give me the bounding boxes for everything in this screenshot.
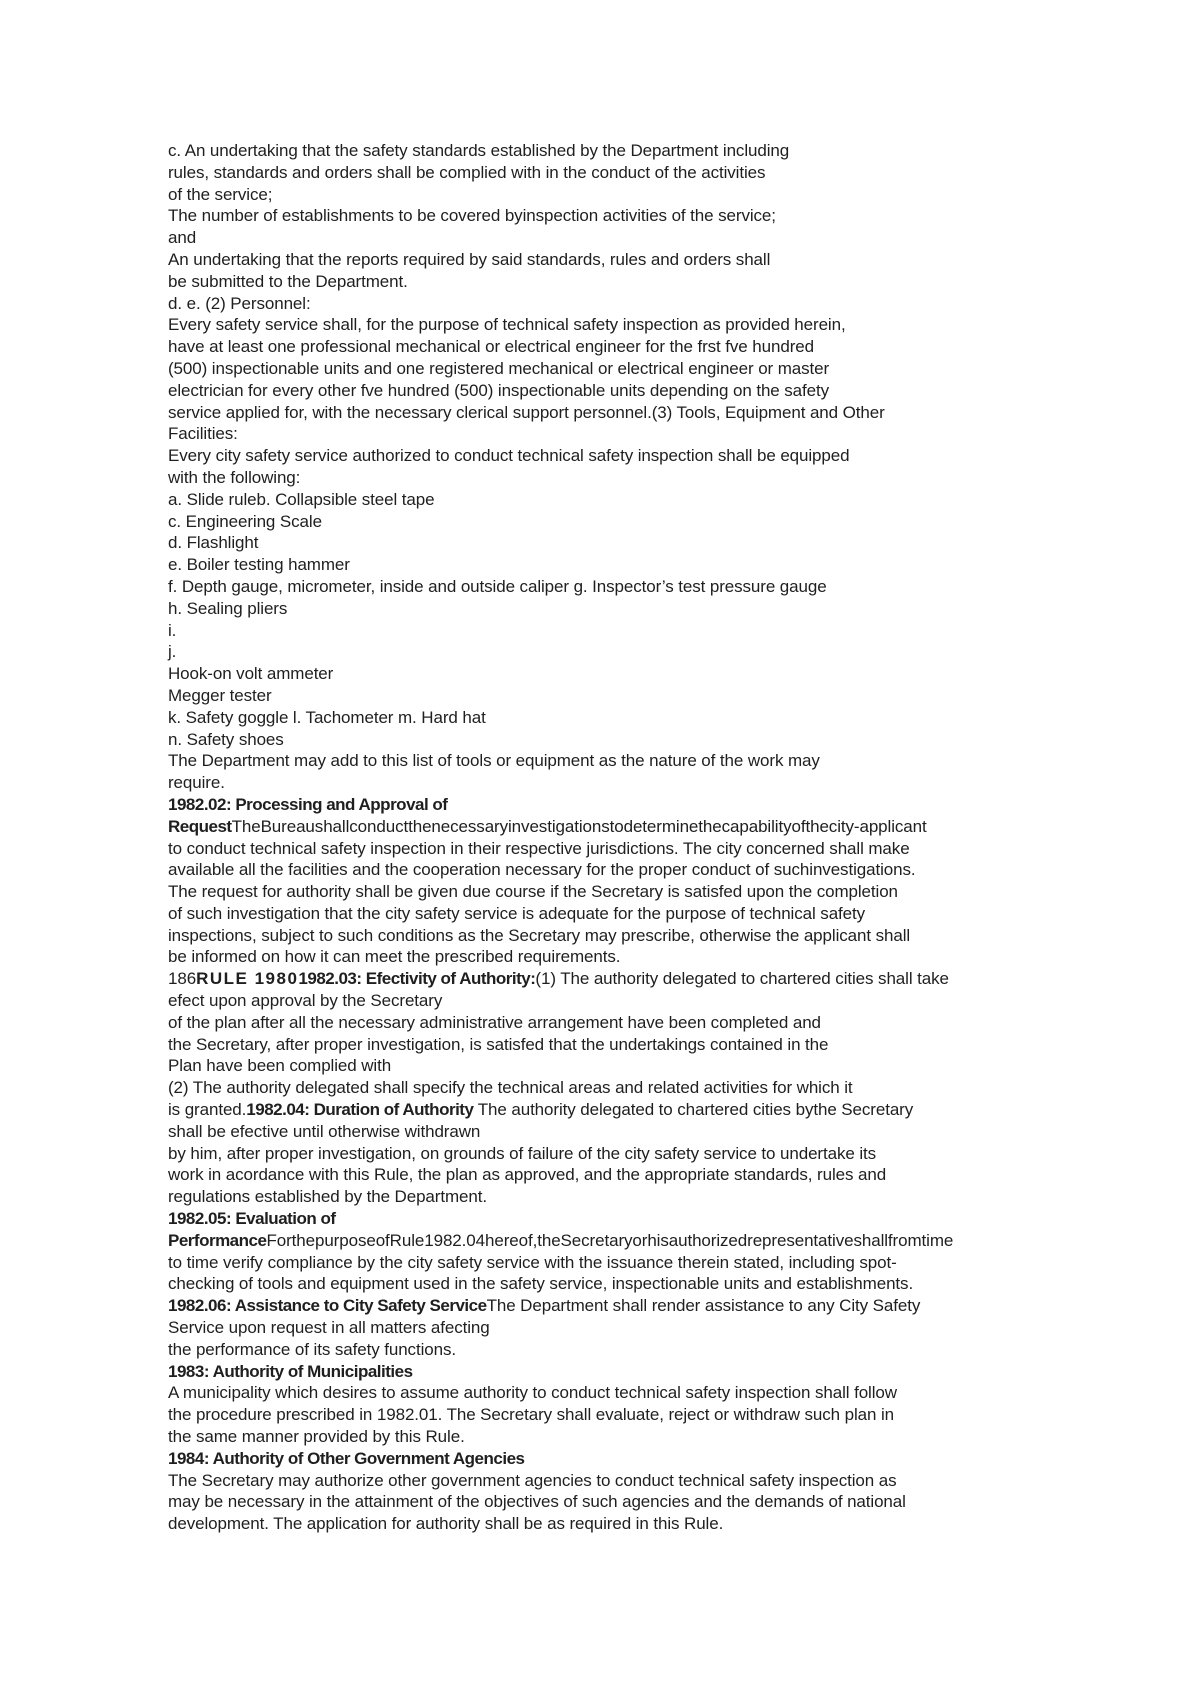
text-line — [168, 946, 1058, 968]
text-line — [168, 467, 1058, 489]
text-line — [168, 402, 1058, 424]
heading-text: 1982.03: Efectivity of Authority: — [298, 969, 536, 989]
body-text: to conduct technical safety inspection in their respective jurisdictions. The city concerned shall make — [168, 838, 910, 858]
text-line — [168, 358, 1058, 380]
body-text: TheBureaushallconductthenecessaryinvestigationstodeterminethecapabilityofthecity-applicant — [231, 816, 927, 836]
text-line — [168, 423, 1058, 445]
text-line — [168, 990, 1058, 1012]
body-text: Every safety service shall, for the purpose of technical safety inspection as provided herein, — [168, 315, 846, 335]
body-text: service applied for, with the necessary clerical support personnel.(3) Tools, Equipment and Other — [168, 402, 885, 422]
body-text: (1) The authority delegated to chartered cities shall take — [535, 969, 949, 989]
text-line — [168, 1077, 1058, 1099]
text-line — [168, 1382, 1058, 1404]
body-text: regulations established by the Department. — [168, 1187, 487, 1207]
body-text: (2) The authority delegated shall specify the technical areas and related activities for which it — [168, 1078, 853, 1098]
text-line — [168, 532, 1058, 554]
body-text: inspections, subject to such conditions as the Secretary may prescribe, otherwise the applicant shall — [168, 925, 911, 945]
heading-text: 1983: Authority of Municipalities — [168, 1361, 413, 1381]
body-text: the same manner provided by this Rule. — [168, 1427, 465, 1447]
text-line — [168, 227, 1058, 249]
text-line — [168, 903, 1058, 925]
text-line — [168, 1491, 1058, 1513]
text-line — [168, 838, 1058, 860]
heading-text: 1982.06: Assistance to City Safety Service — [168, 1296, 487, 1316]
text-line — [168, 750, 1058, 772]
body-text: development. The application for authority shall be as required in this Rule. — [168, 1514, 724, 1534]
text-line — [168, 336, 1058, 358]
body-text: The number of establishments to be covered byinspection activities of the service; — [168, 206, 776, 226]
text-line — [168, 1186, 1058, 1208]
body-text: work in acordance with this Rule, the plan as approved, and the appropriate standards, rules and — [168, 1165, 887, 1185]
body-text: of the service; — [168, 184, 273, 204]
body-text: 186 — [168, 969, 197, 989]
heading-text: 1982.02: Processing and Approval of — [168, 794, 448, 814]
body-text: j. — [168, 642, 177, 662]
body-text: have at least one professional mechanical or electrical engineer for the frst fve hundred — [168, 337, 814, 357]
document-body — [168, 140, 1058, 1535]
body-text: to time verify compliance by the city safety service with the issuance therein stated, including spot- — [168, 1252, 897, 1272]
body-text: d. Flashlight — [168, 533, 259, 553]
text-line — [168, 1426, 1058, 1448]
text-line — [168, 772, 1058, 794]
body-text: be submitted to the Department. — [168, 271, 408, 291]
text-line — [168, 685, 1058, 707]
text-line — [168, 293, 1058, 315]
text-line — [168, 1273, 1058, 1295]
body-text: the Secretary, after proper investigation, is satisfed that the undertakings contained in the — [168, 1034, 829, 1054]
text-line — [168, 1012, 1058, 1034]
text-line — [168, 1252, 1058, 1274]
body-text: the performance of its safety functions. — [168, 1339, 456, 1359]
text-line — [168, 881, 1058, 903]
body-text: the procedure prescribed in 1982.01. The Secretary shall evaluate, reject or withdraw such plan in — [168, 1405, 895, 1425]
text-line — [168, 511, 1058, 533]
text-line — [168, 816, 1058, 838]
heading-text: 1982.05: Evaluation of — [168, 1209, 336, 1229]
body-text: Megger tester — [168, 685, 272, 705]
text-line — [168, 1055, 1058, 1077]
body-text: Hook-on volt ammeter — [168, 664, 334, 684]
text-line — [168, 1099, 1058, 1121]
text-line — [168, 162, 1058, 184]
body-text: The Department may add to this list of tools or equipment as the nature of the work may — [168, 751, 820, 771]
text-line — [168, 1339, 1058, 1361]
text-line — [168, 729, 1058, 751]
text-line — [168, 1208, 1058, 1230]
body-text: k. Safety goggle l. Tachometer m. Hard hat — [168, 707, 486, 727]
body-text: d. e. (2) Personnel: — [168, 293, 311, 313]
text-line — [168, 380, 1058, 402]
text-line — [168, 140, 1058, 162]
text-line — [168, 271, 1058, 293]
text-line — [168, 707, 1058, 729]
heading-text: 1984: Authority of Other Government Agencies — [168, 1448, 525, 1468]
text-line — [168, 663, 1058, 685]
heading-text: 1982.04: Duration of Authority — [246, 1100, 474, 1120]
text-line — [168, 598, 1058, 620]
body-text: e. Boiler testing hammer — [168, 555, 350, 575]
text-line — [168, 489, 1058, 511]
body-text: i. — [168, 620, 177, 640]
text-line — [168, 1295, 1058, 1317]
body-text: The authority delegated to chartered cities bythe Secretary — [473, 1100, 914, 1120]
body-text: The Department shall render assistance to any City Safety — [486, 1296, 921, 1316]
text-line — [168, 1121, 1058, 1143]
body-text: of such investigation that the city safety service is adequate for the purpose of technical safety — [168, 903, 866, 923]
text-line — [168, 1470, 1058, 1492]
body-text: Plan have been complied with — [168, 1056, 392, 1076]
body-text: n. Safety shoes — [168, 729, 284, 749]
body-text: (500) inspectionable units and one registered mechanical or electrical engineer or master — [168, 358, 830, 378]
body-text: be informed on how it can meet the prescribed requirements. — [168, 947, 621, 967]
body-text: efect upon approval by the Secretary — [168, 991, 443, 1011]
text-line — [168, 249, 1058, 271]
text-line — [168, 1404, 1058, 1426]
text-line — [168, 620, 1058, 642]
body-text: Facilities: — [168, 424, 238, 444]
text-line — [168, 794, 1058, 816]
body-text: f. Depth gauge, micrometer, inside and outside caliper g. Inspector’s test pressure gauge — [168, 576, 827, 596]
text-line — [168, 1230, 1058, 1252]
body-text: The Secretary may authorize other government agencies to conduct technical safety inspection as — [168, 1470, 897, 1490]
body-text: An undertaking that the reports required by said standards, rules and orders shall — [168, 249, 771, 269]
body-text: by him, after proper investigation, on grounds of failure of the city safety service to undertake its — [168, 1143, 877, 1163]
body-text: a. Slide ruleb. Collapsible steel tape — [168, 489, 435, 509]
text-line — [168, 1164, 1058, 1186]
body-text: of the plan after all the necessary administrative arrangement have been completed and — [168, 1012, 821, 1032]
heading-text: Request — [168, 816, 232, 836]
text-line — [168, 184, 1058, 206]
body-text: shall be efective until otherwise withdrawn — [168, 1121, 481, 1141]
body-text: A municipality which desires to assume authority to conduct technical safety inspection shall follow — [168, 1383, 897, 1403]
text-line — [168, 1448, 1058, 1470]
body-text: Every city safety service authorized to conduct technical safety inspection shall be equipped — [168, 446, 850, 466]
body-text: electrician for every other fve hundred (500) inspectionable units depending on the safety — [168, 380, 830, 400]
text-line — [168, 968, 1058, 990]
text-line — [168, 554, 1058, 576]
text-line — [168, 576, 1058, 598]
body-text: h. Sealing pliers — [168, 598, 288, 618]
body-text: is granted. — [168, 1100, 247, 1120]
body-text: Service upon request in all matters afecting — [168, 1318, 490, 1338]
text-line — [168, 314, 1058, 336]
body-text: rules, standards and orders shall be complied with in the conduct of the activities — [168, 162, 766, 182]
body-text: ForthepurposeofRule1982.04hereof,theSecretaryorhisauthorizedrepresentativeshallfromtime — [266, 1230, 954, 1250]
body-text: and — [168, 228, 197, 248]
text-line — [168, 859, 1058, 881]
body-text: require. — [168, 773, 225, 793]
text-line — [168, 1034, 1058, 1056]
body-text: available all the facilities and the cooperation necessary for the proper conduct of suchinvestigations. — [168, 860, 916, 880]
text-line — [168, 1143, 1058, 1165]
body-text: checking of tools and equipment used in the safety service, inspectionable units and establishments. — [168, 1274, 914, 1294]
body-text: with the following: — [168, 467, 301, 487]
text-line — [168, 205, 1058, 227]
body-text: c. Engineering Scale — [168, 511, 322, 531]
text-line — [168, 1317, 1058, 1339]
body-text: The request for authority shall be given due course if the Secretary is satisfed upon the completion — [168, 882, 898, 902]
text-line — [168, 1361, 1058, 1383]
body-text: c. An undertaking that the safety standards established by the Department including — [168, 141, 790, 160]
text-line — [168, 1513, 1058, 1535]
body-text: may be necessary in the attainment of the objectives of such agencies and the demands of national — [168, 1492, 906, 1512]
heading-text: RULE 1980 — [196, 969, 299, 989]
text-line — [168, 641, 1058, 663]
text-line — [168, 445, 1058, 467]
heading-text: Performance — [168, 1230, 267, 1250]
text-line — [168, 925, 1058, 947]
